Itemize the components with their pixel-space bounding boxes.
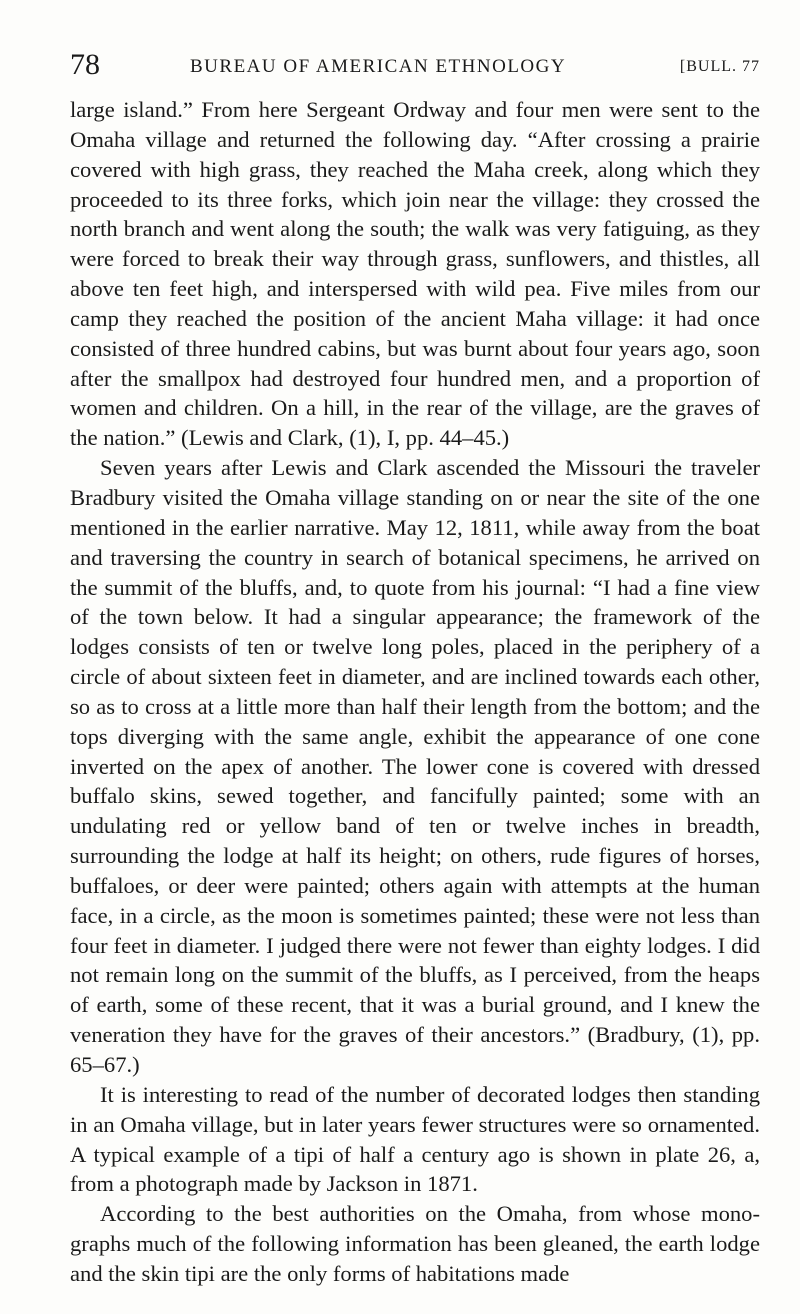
paragraph-continued: large island.” From here Sergeant Ordway and four men were sent to the Omaha village and returned the following day. “After crossing a prairie covered with high grass, they reached the Maha creek, along which they proceeded to its three forks, which join near the village: they crossed the north branch and went along the south; the walk was very fatiguing, as they were forced to break their way through grass, sunflowers, and thistles, all above ten feet high, and interspersed with wild pea. Five miles from our camp they reached the position of the ancient Maha village: it had once consisted of three hundred cabins, but was burnt about four years ago, soon after the smallpox had destroyed four hundred men, and a proportion of women and children. On a hill, in the rear of the village, are the graves of the nation.” (Lewis and Clark, (1), I, pp. 44–45.)	[70, 97, 760, 451]
paragraph-decorated-lodges: It is interesting to read of the number of decorated lodges then standing in an Omaha village, but in later years fewer structures were so ornamented. A typical example of a tipi of half a century ago is shown in plate 26, a, from a photograph made by Jackson in 1871.	[70, 1081, 760, 1197]
paragraph-bradbury: Seven years after Lewis and Clark ascended the Missouri the traveler Bradbury visited the Omaha village standing on or near the site of the one mentioned in the earlier narrative. May 12, 1811, while away from the boat and traversing the country in search of botanical specimens, he arrived on the summit of the bluffs, and, to quote from his journal: “I had a fine view of the town below. It had a singular appearance; the framework of the lodges consists of ten or twelve long poles, placed in the periphery of a circle of about sixteen feet in diameter, and are inclined towards each other, so as to cross at a little more than half their length from the bottom; and the tops diverging with the same angle, exhibit the appearance of one cone inverted on the apex of another. The lower cone is covered with dressed buffalo skins, sewed together, and fancifully painted; some with an undulating red or yellow band of ten or twelve inches in breadth, surrounding the lodge at half its height; on others, rude figures of horses, buffaloes, or deer were painted; others again with attempts at the human face, in a circle, as the moon is sometimes painted; these were not less than four feet in diameter. I judged there were not fewer than eighty lodges. I did not remain long on the summit of the bluffs, as I perceived, from the heaps of earth, some of these recent, that it was a burial ground, and I knew the veneration they have for the graves of their ancestors.” (Bradbury, (1), pp. 65–67.)	[70, 455, 760, 1077]
body-text	[70, 95, 760, 1289]
running-head	[70, 50, 760, 84]
paragraph-habitations: According to the best authorities on the Omaha, from whose monographs much of the following information has been gleaned, the earth lodge and the skin tipi are the only forms of habitations made	[70, 1201, 760, 1286]
page-number: 78	[70, 48, 100, 81]
running-title: BUREAU OF AMERICAN ETHNOLOGY	[190, 56, 567, 77]
bulletin-number: [BULL. 77	[679, 58, 760, 75]
